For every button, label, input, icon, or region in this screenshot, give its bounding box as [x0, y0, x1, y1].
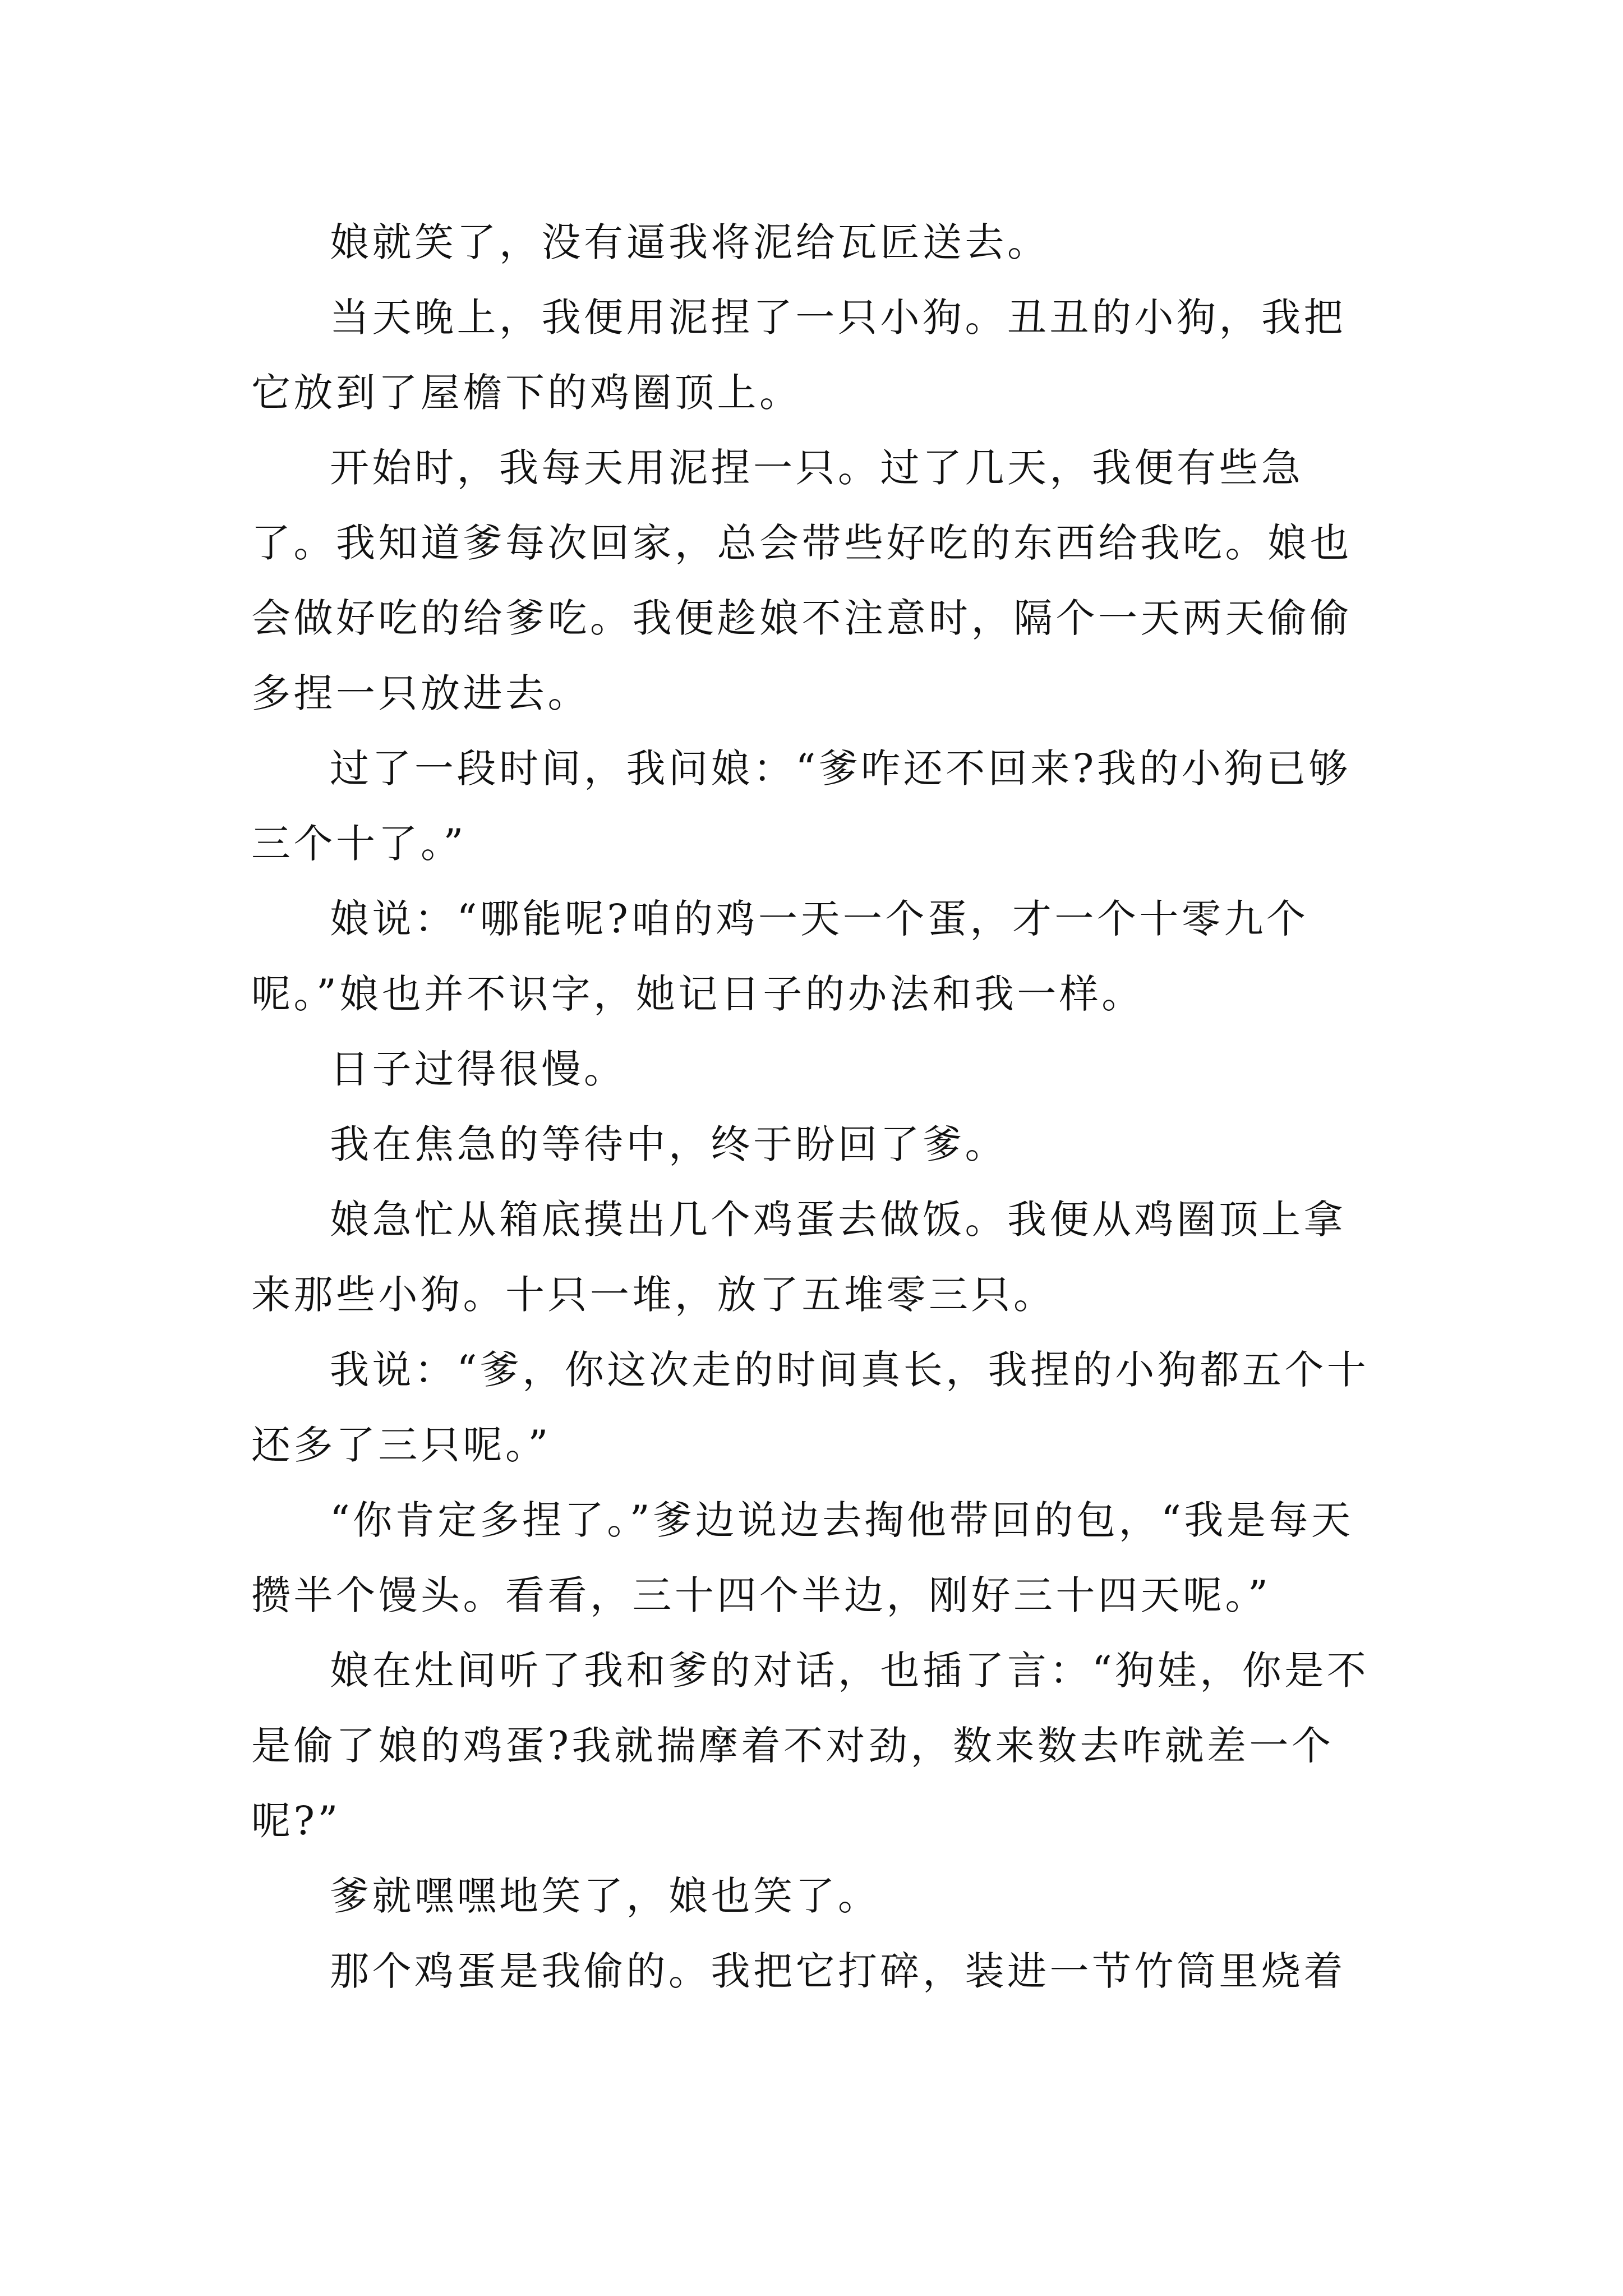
paragraph: 娘急忙从箱底摸出几个鸡蛋去做饭。我便从鸡圈顶上拿来那些小狗。十只一堆，放了五堆零三只。: [251, 1197, 1346, 1318]
paragraph: 当天晚上，我便用泥捏了一只小狗。丑丑的小狗，我把它放到了屋檐下的鸡圈顶上。: [251, 295, 1346, 416]
paragraph: “你肯定多捏了。”爹边说边去掏他带回的包，“我是每天攒半个馒头。看看，三十四个半边，刚好三十四天呢。”: [251, 1497, 1354, 1618]
paragraph: 我在焦急的等待中，终于盼回了爹。: [330, 1121, 1007, 1167]
paragraph: 那个鸡蛋是我偷的。我把它打碎，装进一节竹筒里烧着: [330, 1948, 1346, 1994]
paragraph: 娘就笑了，没有逼我将泥给瓦匠送去。: [330, 219, 1050, 265]
paragraph: 娘在灶间听了我和爹的对话，也插了言：“狗娃，你是不是偷了娘的鸡蛋?我就揣摩着不对劲，数来数去咋就差一个呢?”: [251, 1648, 1370, 1844]
paragraph: 日子过得很慢。: [330, 1046, 626, 1092]
paragraph: 过了一段时间，我问娘：“爹咋还不回来?我的小狗已够三个十了。”: [251, 746, 1351, 867]
paragraph: 爹就嘿嘿地笑了，娘也笑了。: [330, 1873, 880, 1919]
paragraph: 娘说：“哪能呢?咱的鸡一天一个蛋，才一个十零九个呢。”娘也并不识字，她记日子的办法和我一样。: [251, 896, 1309, 1017]
story-text: [251, 205, 1378, 2009]
paragraph: 开始时，我每天用泥捏一只。过了几天，我便有些急了。我知道爹每次回家，总会带些好吃的东西给我吃。娘也会做好吃的给爹吃。我便趁娘不注意时，隔个一天两天偷偷多捏一只放进去。: [251, 445, 1352, 716]
paragraph: 我说：“爹，你这次走的时间真长，我捏的小狗都五个十还多了三只呢。”: [251, 1347, 1370, 1468]
